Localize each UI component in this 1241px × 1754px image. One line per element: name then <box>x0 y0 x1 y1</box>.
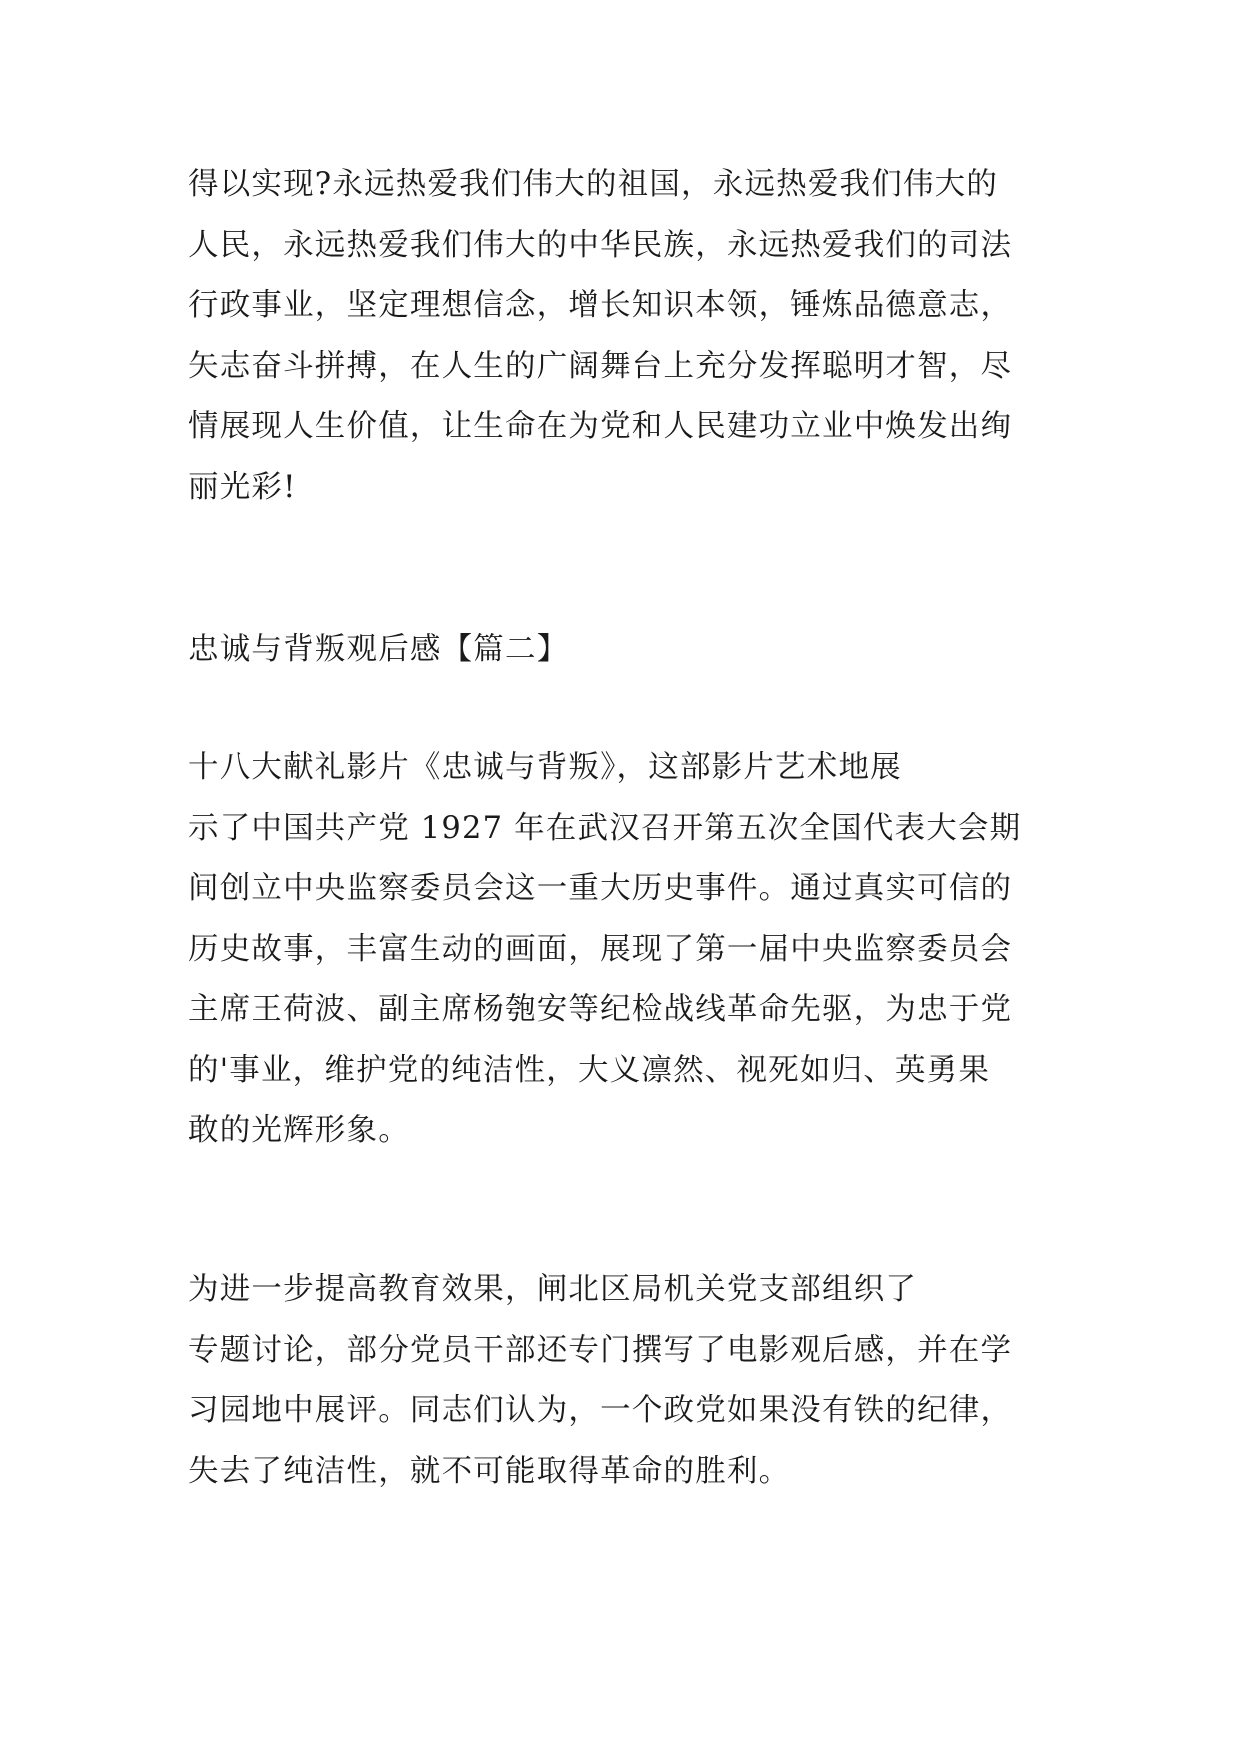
section-title: 忠诚与背叛观后感【篇二】 <box>188 632 569 667</box>
body-paragraph-3: 为进一步提高教育效果，闸北区局机关党支部组织了 专题讨论，部分党员干部还专门撰写了电影观后感，并在学 习园地中展评。同志们认为，一个政党如果没有铁的纪律， 失去了纯洁性，就不可能取得革命的胜利。 <box>188 1272 1013 1489</box>
body-paragraph-2: 十八大献礼影片《忠诚与背叛》，这部影片艺术地展 示了中国共产党 1927 年在武汉召开第五次全国代表大会期 间创立中央监察委员会这一重大历史事件。通过真实可信的 历史故事，丰富生动的画面，展现了第一届中央监察委员会 主席王荷波、副主席杨匏安等纪检战线革命先驱，为忠于党 的'事业，维护党的纯洁性，大义凛然、视死如归、英勇果 敢的光辉形象。 <box>188 750 1022 1148</box>
body-paragraph-1: 得以实现?永远热爱我们伟大的祖国，永远热爱我们伟大的 人民，永远热爱我们伟大的中华民族，永远热爱我们的司法 行政事业，坚定理想信念，增长知识本领，锤炼品德意志， 矢志奋斗拼搏，在人生的广阔舞台上充分发挥聪明才智，尽 情展现人生价值，让生命在为党和人民建功立业中焕发出绚 丽光彩! <box>188 167 1013 505</box>
